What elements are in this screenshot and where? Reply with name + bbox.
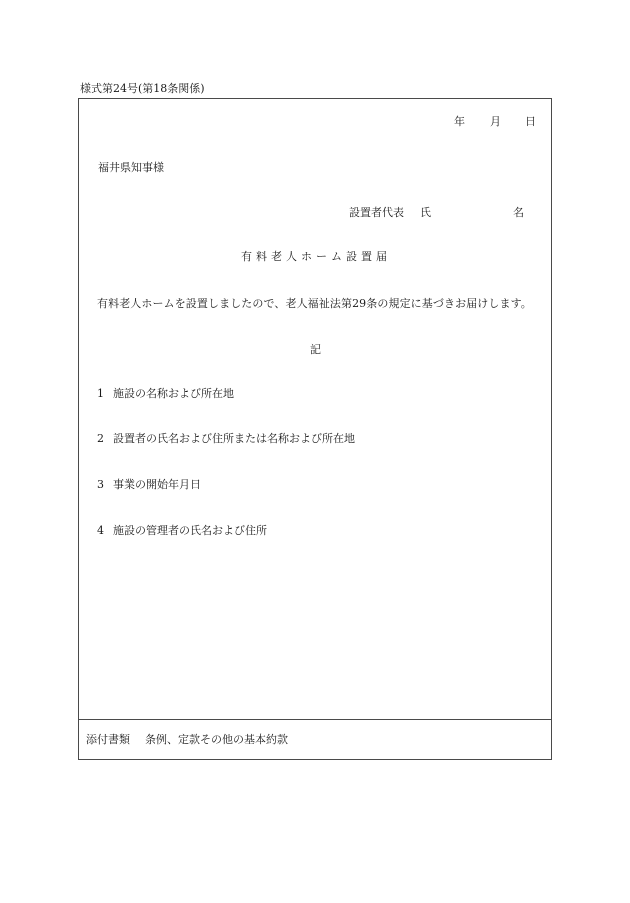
body-text: 有料老人ホームを設置しましたので、老人福祉法第29条の規定に基づきお届けします。 [97,297,532,310]
form-number: 様式第24号(第18条関係) [80,82,205,95]
item-label: 施設の名称および所在地 [113,387,234,400]
founder-label: 設置者代表 [349,206,404,219]
founder-name-mei: 名 [513,206,524,219]
form-frame [78,98,552,760]
ki-heading: 記 [310,343,321,356]
list-item [97,432,355,446]
item-label: 設置者の氏名および住所または名称および所在地 [113,432,355,445]
item-number: 2 [97,432,104,445]
item-label: 施設の管理者の氏名および住所 [113,524,267,537]
date-month-label: 月 [490,115,501,128]
item-number: 1 [97,387,104,400]
document-title: 有料老人ホーム設置届 [241,250,391,263]
date-day-label: 日 [525,115,536,128]
date-year-label: 年 [454,115,465,128]
attachment-label: 添付書類 [86,733,130,746]
list-item [97,478,201,492]
attachment-row [79,719,551,760]
item-number: 4 [97,524,104,537]
addressee: 福井県知事様 [98,161,164,174]
item-number: 3 [97,478,104,491]
list-item [97,524,267,538]
founder-name-shi: 氏 [420,206,431,219]
list-item [97,387,234,401]
item-label: 事業の開始年月日 [113,478,201,491]
attachment-value: 条例、定款その他の基本約款 [145,733,288,746]
